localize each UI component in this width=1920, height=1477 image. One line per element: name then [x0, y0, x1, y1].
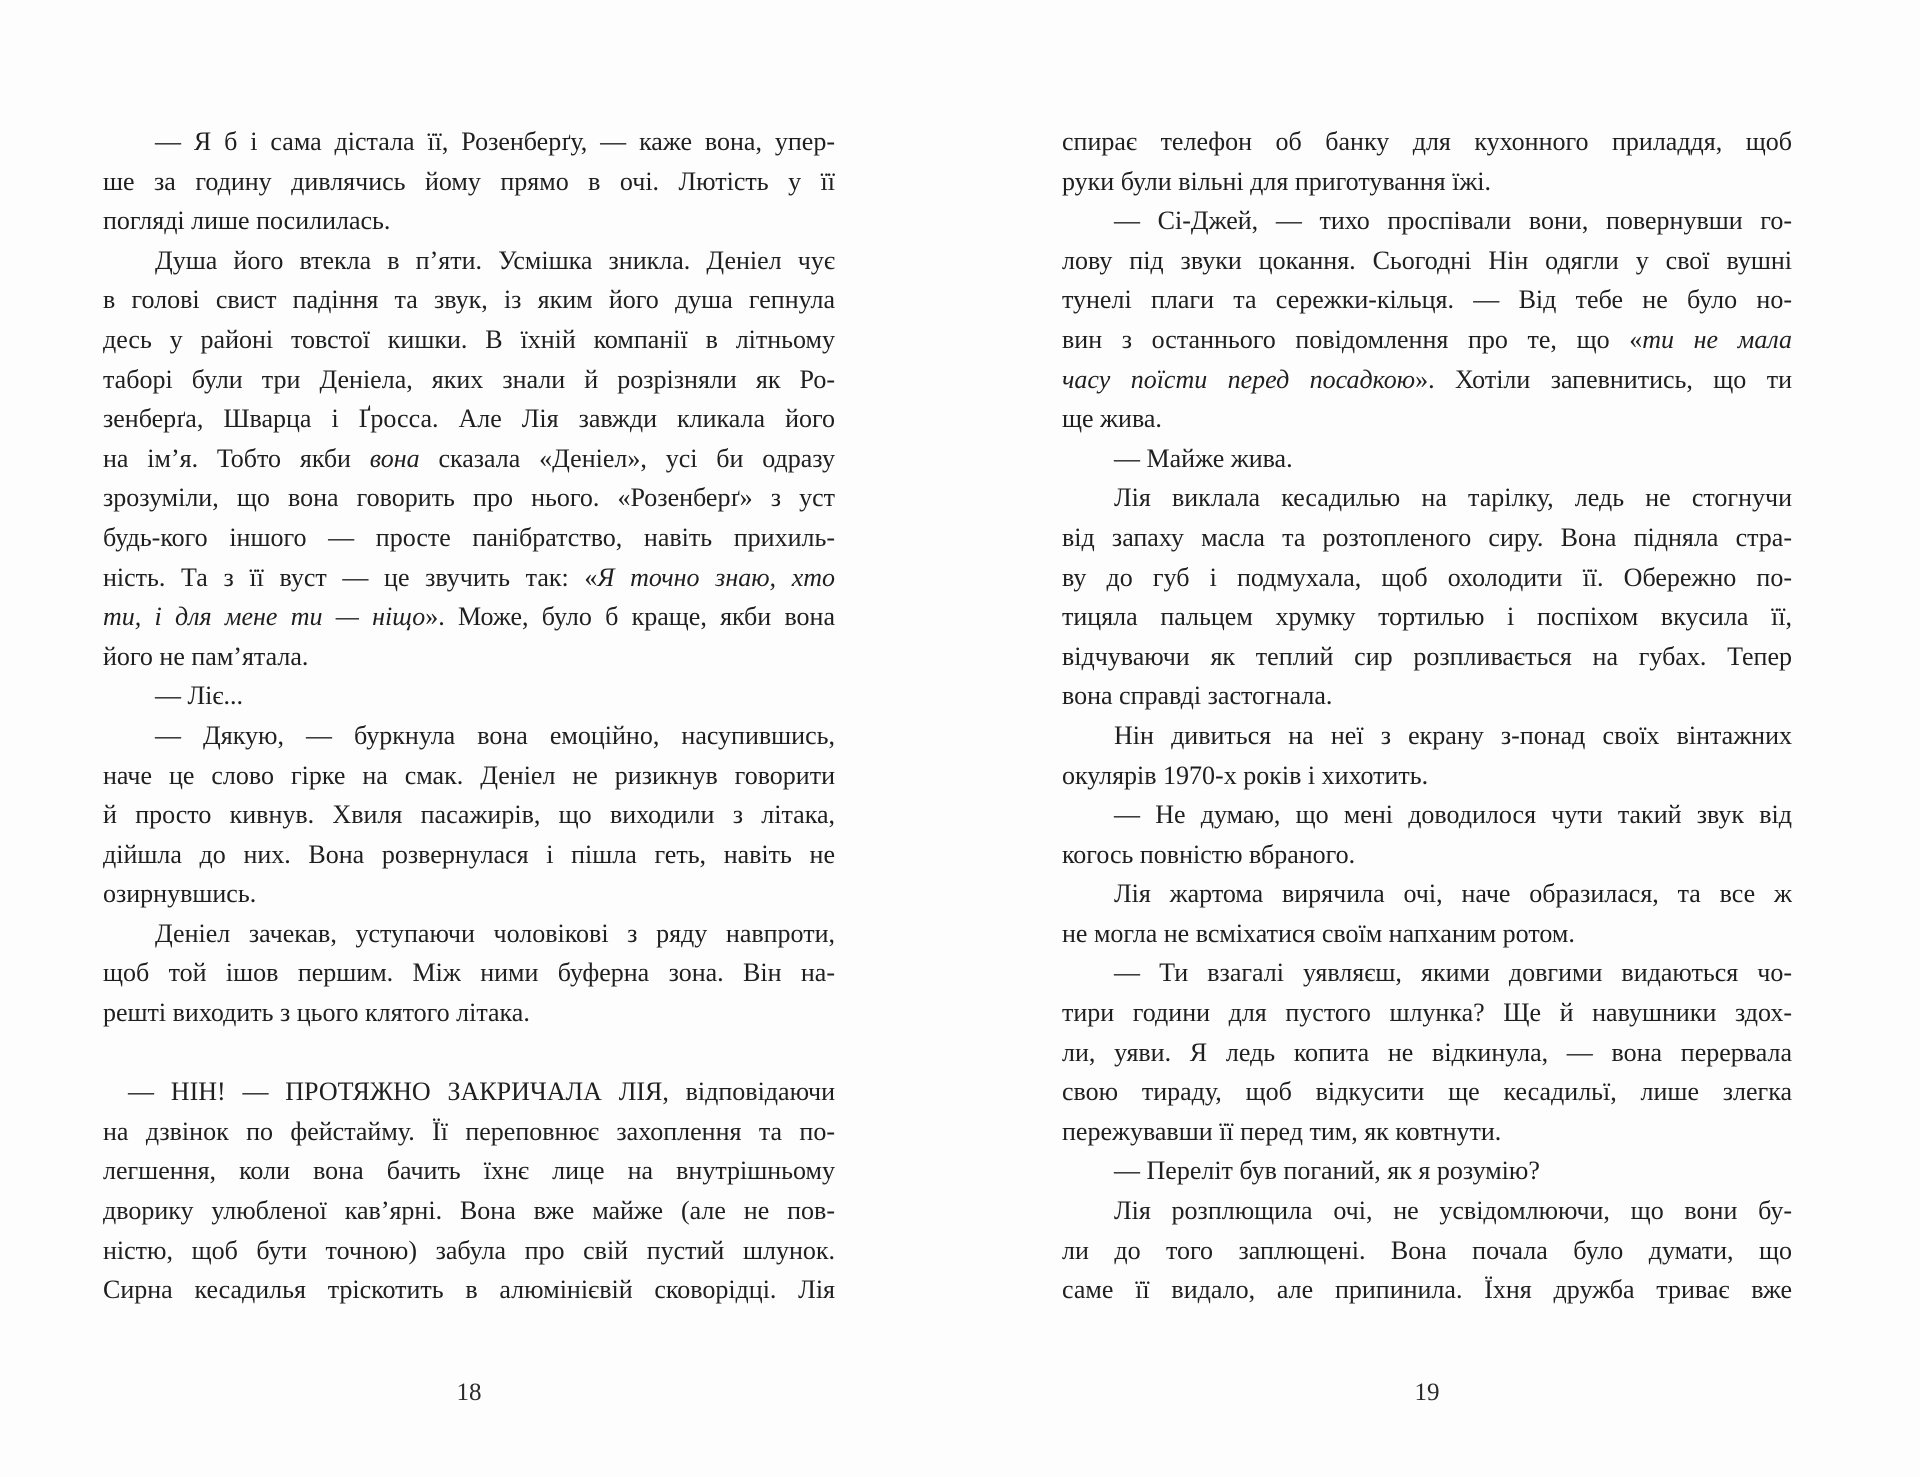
page-number-right: 19	[1414, 1379, 1440, 1406]
text-line	[103, 1191, 835, 1231]
text-line	[103, 478, 835, 518]
text-segment: ». Може, було б краще, якби вона	[425, 602, 836, 632]
text-line	[103, 122, 835, 162]
text-segment: дійшла до них. Вона розвернулася і пішла геть, навіть не	[103, 839, 835, 869]
text-line	[1062, 874, 1792, 914]
text-line	[1062, 914, 1792, 954]
text-line	[1062, 637, 1792, 677]
text-line	[103, 874, 835, 914]
text-segment: окулярів 1970-х років і хихотить.	[1062, 760, 1429, 790]
text-line	[1062, 795, 1792, 835]
text-line	[103, 1072, 835, 1112]
text-line	[1062, 439, 1792, 479]
text-segment: — Дякую, — буркнула вона емоційно, насупившись,	[155, 720, 835, 750]
text-line	[103, 835, 835, 875]
text-segment: тири години для пустого шлунка? Ще й навушники здох-	[1062, 998, 1792, 1028]
text-line	[1062, 280, 1792, 320]
text-segment: легшення, коли вона бачить їхнє лице на внутрішньому	[103, 1156, 835, 1186]
text-segment: на ім’я. Тобто якби	[103, 443, 370, 473]
text-line	[103, 993, 835, 1033]
text-line	[1062, 518, 1792, 558]
italic-text-segment: часу поїсти перед посадкою	[1062, 364, 1416, 394]
page-19-text	[1062, 122, 1792, 1310]
text-segment: пережувавши її перед тим, як ковтнути.	[1062, 1116, 1502, 1146]
text-line	[1062, 835, 1792, 875]
text-line	[1062, 1151, 1792, 1191]
text-line	[103, 953, 835, 993]
text-segment: ву до губ і подмухала, щоб охолодити її. Обережно по-	[1062, 562, 1792, 592]
text-segment: на дзвінок по фейстайму. Її переповнює захоплення та по-	[103, 1116, 835, 1146]
text-segment: — Сі-Джей, — тихо проспівали вони, повернувши го-	[1114, 206, 1792, 236]
text-segment: свою тираду, щоб відкусити ще кесадильї, лише злегка	[1062, 1077, 1792, 1107]
text-segment: вона справді застогнала.	[1062, 681, 1333, 711]
text-line	[103, 1112, 835, 1152]
text-line	[103, 201, 835, 241]
text-line	[103, 756, 835, 796]
text-segment: Лія виклала кесадилью на тарілку, ледь не стогнучи	[1114, 483, 1792, 513]
text-segment: Лія розплющила очі, не усвідомлюючи, що вони бу-	[1114, 1196, 1792, 1226]
text-line	[103, 518, 835, 558]
italic-text-segment: ти, і для мене ти — ніщо	[103, 602, 426, 632]
text-segment: — Ти взагалі уявляєш, якими довгими видаються чо-	[1114, 958, 1792, 988]
text-segment: саме її видало, але припинила. Їхня дружба триває вже	[1062, 1275, 1792, 1305]
text-segment: ли до того заплющені. Вона почала було думати, що	[1062, 1235, 1792, 1265]
text-line	[1062, 1072, 1792, 1112]
text-line	[103, 399, 835, 439]
page-18-text	[103, 122, 835, 1310]
text-segment: наче це слово гірке на смак. Деніел не ризикнув говорити	[103, 760, 835, 790]
text-line	[1062, 1033, 1792, 1073]
text-segment: Нін дивиться на неї з екрану з-понад своїх вінтажних	[1114, 720, 1792, 750]
text-segment: руки були вільні для приготування їжі.	[1062, 166, 1492, 196]
text-line	[1062, 756, 1792, 796]
text-segment: відчуваючи як теплий сир розпливається на губах. Тепер	[1062, 641, 1792, 671]
text-line	[103, 241, 835, 281]
text-segment: зрозуміли, що вона говорить про нього. «Розенберґ» з уст	[103, 483, 835, 513]
text-segment: ще жива.	[1062, 404, 1162, 434]
text-line	[103, 558, 835, 598]
italic-text-segment: ти не мала	[1642, 324, 1792, 354]
text-line	[103, 439, 835, 479]
text-segment: спирає телефон об банку для кухонного приладдя, щоб	[1062, 127, 1792, 156]
text-segment: тицяла пальцем хрумку тортилью і поспіхом вкусила її,	[1062, 602, 1792, 632]
text-segment: щоб той ішов першим. Між ними буферна зона. Він на-	[103, 958, 835, 988]
text-line	[103, 360, 835, 400]
page-number-left: 18	[456, 1379, 482, 1406]
text-line	[1062, 162, 1792, 202]
text-segment: десь у районі товстої кишки. В їхній компанії в літньому	[103, 324, 835, 354]
text-line	[1062, 399, 1792, 439]
text-segment: тунелі плаги та сережки-кільця. — Від тебе не було но-	[1062, 285, 1792, 315]
text-segment: ністю, щоб бути точною) забула про свій пустий шлунок.	[103, 1235, 835, 1265]
text-line	[103, 162, 835, 202]
text-segment: — Ліє...	[155, 681, 244, 711]
text-segment: й просто кивнув. Хвиля пасажирів, що виходили з літака,	[103, 800, 835, 830]
text-line	[103, 597, 835, 637]
text-line	[103, 280, 835, 320]
text-line	[1062, 320, 1792, 360]
text-segment: від запаху масла та розтопленого сиру. Вона підняла стра-	[1062, 522, 1792, 552]
text-segment: — Я б і сама дістала її, Розенберґу, — каже вона, упер-	[155, 127, 835, 156]
text-line	[103, 637, 835, 677]
text-line	[1062, 241, 1792, 281]
text-segment: решті виходить з цього клятого літака.	[103, 998, 530, 1028]
text-line	[103, 795, 835, 835]
text-line	[1062, 993, 1792, 1033]
text-line	[103, 1270, 835, 1310]
text-line	[1062, 478, 1792, 518]
text-line	[103, 676, 835, 716]
text-line	[1062, 1112, 1792, 1152]
text-segment: ше за годину дивлячись йому прямо в очі. Лютість у її	[103, 166, 835, 196]
text-line	[1062, 558, 1792, 598]
text-segment: в голові свист падіння та звук, із яким його душа гепнула	[103, 285, 835, 315]
text-line	[1062, 201, 1792, 241]
text-line	[103, 1231, 835, 1271]
text-segment: Деніел зачекав, уступаючи чоловікові з ряду навпроти,	[155, 918, 835, 948]
text-line	[1062, 1270, 1792, 1310]
text-line	[1062, 953, 1792, 993]
text-segment: лову під звуки цокання. Сьогодні Нін одягли у свої вушні	[1062, 245, 1792, 275]
text-segment: Лія жартома вирячила очі, наче образилася, та все ж	[1114, 879, 1792, 909]
text-line	[1062, 597, 1792, 637]
text-segment: його не пам’ятала.	[103, 641, 309, 671]
text-line	[1062, 122, 1792, 162]
text-line	[103, 320, 835, 360]
text-segment: — Майже жива.	[1114, 443, 1293, 473]
text-segment: зенберґа, Шварца і Ґросса. Але Лія завжди кликала його	[103, 404, 835, 434]
text-segment: — Переліт був поганий, як я розумію?	[1114, 1156, 1540, 1186]
text-segment: — Не думаю, що мені доводилося чути такий звук від	[1114, 800, 1792, 830]
italic-text-segment: вона	[369, 443, 420, 473]
text-segment: будь-кого іншого — просте панібратство, навіть прихиль-	[103, 522, 835, 552]
text-segment: Сирна кесадилья тріскотить в алюмінієвій сковорідці. Лія	[103, 1275, 835, 1305]
text-line	[1062, 1231, 1792, 1271]
text-line	[1062, 360, 1792, 400]
text-segment: ність. Та з її вуст — це звучить так: «	[103, 562, 598, 592]
blank-line	[103, 1033, 835, 1073]
text-segment: ». Хотіли запевнитись, що ти	[1415, 364, 1792, 394]
text-segment: Душа його втекла в п’яти. Усмішка зникла. Деніел чує	[155, 245, 835, 275]
text-line	[103, 914, 835, 954]
text-segment: не могла не всміхатися своїм напханим ротом.	[1062, 918, 1575, 948]
italic-text-segment: Я точно знаю, хто	[597, 562, 836, 592]
text-segment: озирнувшись.	[103, 879, 257, 909]
text-segment: погляді лише посилилась.	[103, 206, 391, 236]
text-segment: дворику улюбленої кав’ярні. Вона вже майже (але не пов-	[103, 1196, 835, 1226]
text-segment: вин з останнього повідомлення про те, що «	[1062, 324, 1643, 354]
text-segment: сказала «Деніел», усі би одразу	[419, 443, 835, 473]
text-segment: когось повністю вбраного.	[1062, 839, 1356, 869]
text-line	[1062, 716, 1792, 756]
text-line	[1062, 1191, 1792, 1231]
text-line	[103, 716, 835, 756]
text-line	[1062, 676, 1792, 716]
text-segment: ли, уяви. Я ледь копита не відкинула, — вона перервала	[1062, 1037, 1792, 1067]
text-line	[103, 1151, 835, 1191]
text-segment: таборі були три Деніела, яких знали й розрізняли як Ро-	[103, 364, 835, 394]
text-segment: — НІН! — ПРОТЯЖНО ЗАКРИЧАЛА ЛІЯ, відповідаючи	[128, 1077, 835, 1107]
